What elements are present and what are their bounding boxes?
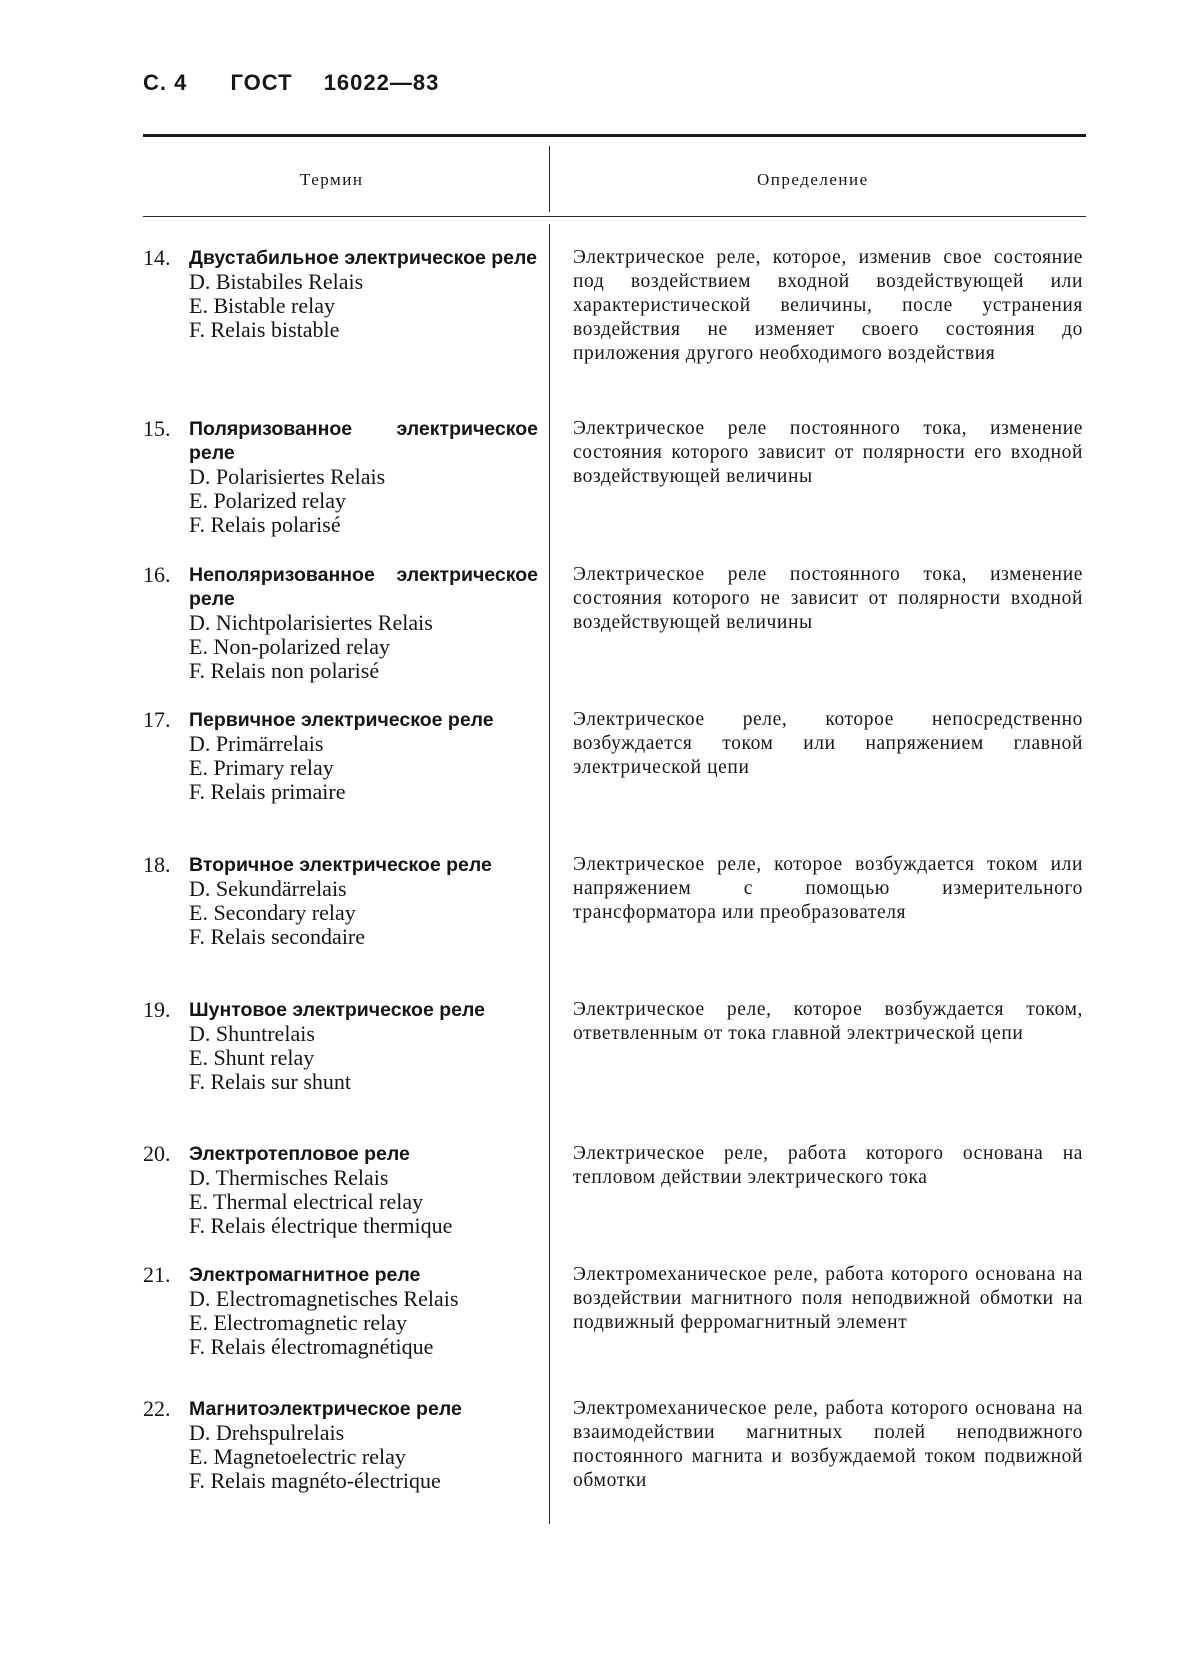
term-name-en: E. Secondary relay bbox=[189, 900, 356, 925]
term-cell bbox=[143, 563, 538, 683]
term-name-de: D. Shuntrelais bbox=[189, 1021, 315, 1046]
page-header bbox=[143, 70, 439, 96]
term-number: 17. bbox=[143, 707, 171, 732]
column-header-definition: Определение bbox=[757, 170, 869, 189]
term-name-fr: F. Relais électromagnétique bbox=[189, 1334, 434, 1359]
term-name-en: E. Magnetoelectric relay bbox=[189, 1444, 406, 1469]
body-column-divider bbox=[549, 224, 550, 1524]
term-definition: Электромеханическое реле, работа которого основана на воздействии магнитного поля неподвижной обмотки на подвижный ферромагнитный элемент bbox=[573, 1264, 1083, 1333]
standard-label: ГОСТ bbox=[230, 70, 293, 95]
term-definition: Электрическое реле постоянного тока, изменение состояния которого зависит от полярности его входной воздействующей величины bbox=[573, 418, 1083, 487]
term-name-fr: F. Relais magnéto-électrique bbox=[189, 1468, 441, 1493]
standard-number: 16022—83 bbox=[323, 70, 440, 95]
term-name-ru: Электромагнитное реле bbox=[189, 1264, 421, 1286]
term-name-de: D. Sekundärrelais bbox=[189, 876, 347, 901]
term-name-ru: Двустабильное электрическое реле bbox=[189, 247, 537, 269]
term-cell bbox=[143, 708, 538, 804]
term-name-en: E. Shunt relay bbox=[189, 1045, 315, 1070]
term-name-en: E. Non-polarized relay bbox=[189, 634, 390, 659]
term-name-fr: F. Relais non polarisé bbox=[189, 658, 380, 683]
term-name-en: E. Electromagnetic relay bbox=[189, 1310, 408, 1335]
term-name-ru: Первичное электрическое реле bbox=[189, 709, 494, 731]
term-definition: Электрическое реле постоянного тока, изменение состояния которого не зависит от полярности входной воздействующей величины bbox=[573, 564, 1083, 633]
term-number: 19. bbox=[143, 997, 171, 1022]
term-cell bbox=[143, 1263, 538, 1359]
term-name-fr: F. Relais polarisé bbox=[189, 512, 341, 537]
term-name-en: E. Thermal electrical relay bbox=[189, 1189, 424, 1214]
term-definition: Электрическое реле, которое возбуждается током или напряжением с помощью измерительного трансформатора или преобразователя bbox=[573, 854, 1083, 923]
term-name-ru: Вторичное электрическое реле bbox=[189, 854, 492, 876]
term-name-fr: F. Relais bistable bbox=[189, 317, 340, 342]
term-cell bbox=[143, 417, 538, 537]
term-name-fr: F. Relais électrique thermique bbox=[189, 1213, 453, 1238]
term-name-fr: F. Relais secondaire bbox=[189, 924, 366, 949]
term-cell bbox=[143, 853, 538, 949]
term-name-de: D. Nichtpolarisiertes Relais bbox=[189, 610, 433, 635]
term-number: 20. bbox=[143, 1141, 171, 1166]
term-name-ru: Неполяризованное электрическое реле bbox=[189, 564, 538, 610]
term-name-en: E. Polarized relay bbox=[189, 488, 346, 513]
table-top-rule bbox=[143, 134, 1086, 137]
term-number: 21. bbox=[143, 1262, 171, 1287]
term-definition: Электрическое реле, которое непосредственно возбуждается током или напряжением главной электрической цепи bbox=[573, 709, 1083, 778]
page-number: С. 4 bbox=[143, 70, 188, 95]
term-name-de: D. Drehspulrelais bbox=[189, 1420, 345, 1445]
term-number: 22. bbox=[143, 1396, 171, 1421]
term-name-de: D. Bistabiles Relais bbox=[189, 269, 364, 294]
term-name-de: D. Thermisches Relais bbox=[189, 1165, 389, 1190]
term-definition: Электрическое реле, которое, изменив свое состояние под воздействием входной воздействующей или характеристической величины, после устранения воздействия не изменяет своего состояния до приложения другого необходимого воздействия bbox=[573, 247, 1083, 364]
term-definition: Электрическое реле, которое возбуждается током, ответвленным от тока главной электрической цепи bbox=[573, 999, 1083, 1044]
term-name-fr: F. Relais sur shunt bbox=[189, 1069, 352, 1094]
term-definition: Электромеханическое реле, работа которого основана на взаимодействии магнитных полей неподвижного постоянного магнита и возбуждаемой током подвижной обмотки bbox=[573, 1398, 1083, 1491]
header-column-divider bbox=[549, 146, 550, 212]
term-cell bbox=[143, 998, 538, 1094]
term-number: 18. bbox=[143, 852, 171, 877]
term-name-en: E. Bistable relay bbox=[189, 293, 336, 318]
term-cell bbox=[143, 246, 538, 342]
term-name-ru: Электротепловое реле bbox=[189, 1143, 410, 1165]
column-header-term: Термин bbox=[300, 170, 364, 189]
term-definition: Электрическое реле, работа которого основана на тепловом действии электрического тока bbox=[573, 1143, 1083, 1188]
term-number: 14. bbox=[143, 245, 171, 270]
term-name-ru: Магнитоэлектрическое реле bbox=[189, 1398, 462, 1420]
term-name-de: D. Primärrelais bbox=[189, 731, 324, 756]
table-header-rule bbox=[143, 216, 1086, 217]
term-name-de: D. Polarisiertes Relais bbox=[189, 464, 386, 489]
term-name-en: E. Primary relay bbox=[189, 755, 334, 780]
term-name-fr: F. Relais primaire bbox=[189, 779, 346, 804]
term-number: 16. bbox=[143, 562, 171, 587]
term-cell bbox=[143, 1142, 538, 1238]
term-name-de: D. Electromagnetisches Relais bbox=[189, 1286, 459, 1311]
term-name-ru: Поляризованное электрическое реле bbox=[189, 418, 538, 464]
term-cell bbox=[143, 1397, 538, 1493]
term-number: 15. bbox=[143, 416, 171, 441]
term-name-ru: Шунтовое электрическое реле bbox=[189, 999, 485, 1021]
